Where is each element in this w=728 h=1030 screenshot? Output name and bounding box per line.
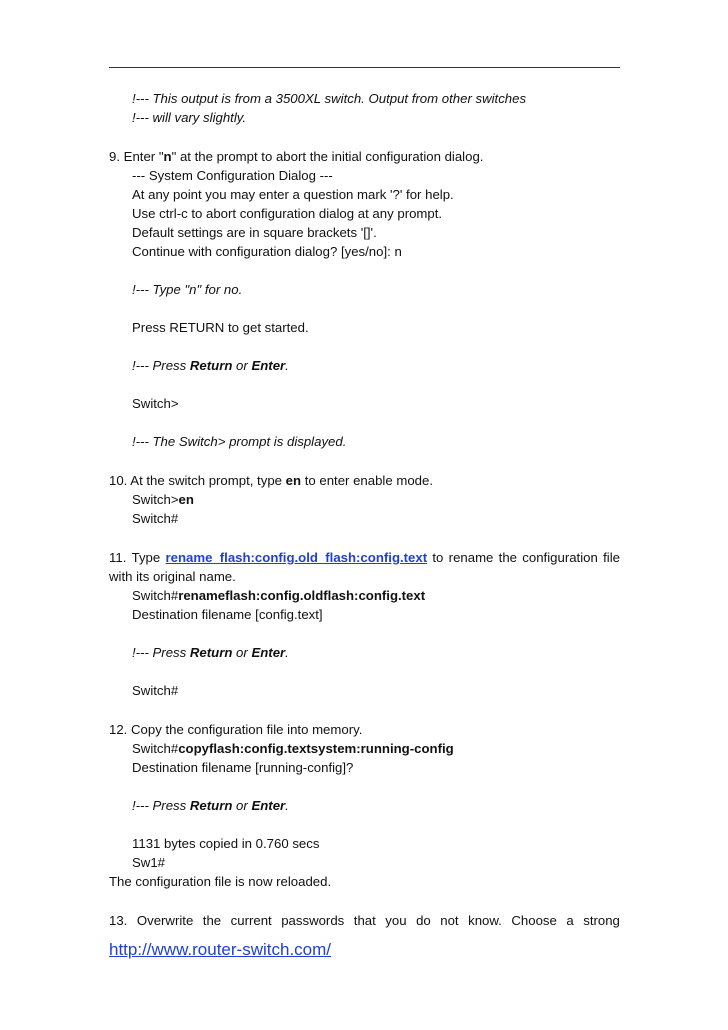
copy-command: Switch#copyflash:config.textsystem:running-config	[132, 741, 454, 756]
comment-press-return: !--- Press Return or Enter.	[132, 358, 289, 373]
step12-heading: 12. Copy the configuration file into memory.	[109, 722, 363, 737]
comment-press-return: !--- Press Return or Enter.	[132, 645, 289, 660]
switch-prompt: Switch#	[132, 683, 179, 698]
destination-filename: Destination filename [config.text]	[132, 607, 323, 622]
reloaded-text: The configuration file is now reloaded.	[109, 874, 332, 889]
comment-prompt-displayed: !--- The Switch> prompt is displayed.	[132, 434, 347, 449]
sw1-prompt: Sw1#	[132, 855, 165, 870]
bytes-copied: 1131 bytes copied in 0.760 secs	[132, 836, 320, 851]
destination-filename: Destination filename [running-config]?	[132, 760, 354, 775]
dialog-line: Use ctrl-c to abort configuration dialog at any prompt.	[132, 206, 443, 221]
dialog-line: Continue with configuration dialog? [yes/no]: n	[132, 244, 402, 259]
step13-heading: 13. Overwrite the current passwords that you do not know. Choose a strong	[109, 913, 620, 928]
step11-heading: 11. Type rename_flash:config.old_flash:config.text to rename the configuration file	[109, 550, 620, 565]
note-line-2: !--- will vary slightly.	[132, 110, 247, 125]
comment-type-n: !--- Type "n" for no.	[132, 282, 243, 297]
enable-command: Switch>en	[132, 492, 194, 507]
comment-press-return: !--- Press Return or Enter.	[132, 798, 289, 813]
dialog-line: At any point you may enter a question mark '?' for help.	[132, 187, 454, 202]
dialog-line: --- System Configuration Dialog ---	[132, 168, 333, 183]
enable-result: Switch#	[132, 511, 179, 526]
step10-heading: 10. At the switch prompt, type en to enter enable mode.	[109, 473, 434, 488]
header-rule	[109, 67, 620, 68]
note-line-1: !--- This output is from a 3500XL switch. Output from other switches	[132, 91, 527, 106]
footer-url-link[interactable]: http://www.router-switch.com/	[109, 940, 332, 959]
switch-prompt: Switch>	[132, 396, 179, 411]
step11-heading-cont: with its original name.	[109, 569, 236, 584]
press-return-line: Press RETURN to get started.	[132, 320, 309, 335]
step9-heading: 9. Enter "n" at the prompt to abort the initial configuration dialog.	[109, 149, 484, 164]
rename-command-link[interactable]: rename_flash:config.old_flash:config.text	[165, 550, 428, 565]
rename-command: Switch#renameflash:config.oldflash:config.text	[132, 588, 426, 603]
dialog-line: Default settings are in square brackets '[]'.	[132, 225, 377, 240]
